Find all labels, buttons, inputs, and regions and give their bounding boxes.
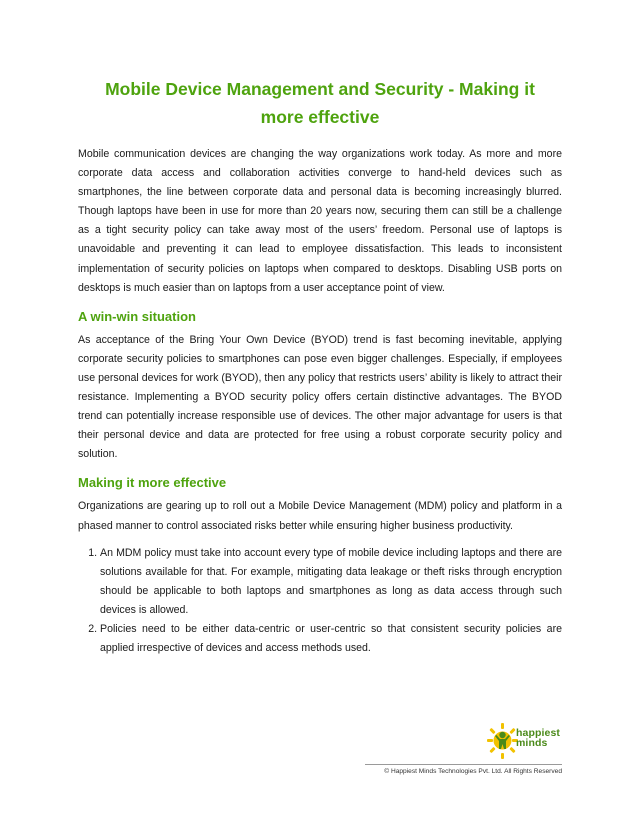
title-line-2: more effective	[260, 107, 380, 127]
intro-paragraph: Mobile communication devices are changing the way organizations work today. As more and more corporate data access and collaboration activities converge to hand-held devices such as smartphones, the line between corporate data and personal data is becoming increasingly blurred. Though laptops have been in use for more than 20 years now, securing them can still be a challenge as a tight security policy can take away most of the users’ freedom. Personal use of laptops is unavoidable and preventing it can lead to employee dissatisfaction. This leads to inconsistent implementation of security policies on laptops when compared to desktops. Disabling USB ports on desktops is much easier than on laptops from a user acceptance point of view.	[78, 148, 562, 294]
page-title	[78, 75, 562, 131]
list-item: 2. Policies need to be either data-centric or user-centric so that consistent security policies are applied irrespective of devices and access methods used.	[100, 620, 562, 658]
section-more-effective-paragraph: Organizations are gearing up to roll out a Mobile Device Management (MDM) policy and platform in a phased manner to control associated risks better while ensuring higher business productivity.	[78, 500, 562, 532]
document-page	[78, 0, 562, 658]
happiest-minds-logo	[486, 722, 566, 762]
logo-word-minds: minds	[516, 737, 548, 749]
recommendations-list	[78, 544, 562, 659]
footer-copyright: © Happiest Minds Technologies Pvt. Ltd. All Rights Reserved	[384, 768, 562, 775]
logo-wordmark	[516, 728, 560, 748]
section-heading-more-effective: Making it more effective	[78, 475, 227, 491]
section-win-win-paragraph: As acceptance of the Bring Your Own Device (BYOD) trend is fast becoming inevitable, applying corporate security policies to smartphones can pose even bigger challenges. Especially, if employees use personal devices for work (BYOD), then any policy that restricts users’ ability is likely to attract their resistance. Implementing a BYOD security policy offers certain distinctive advantages. The BYOD trend can potentially increase responsible use of devices. The other major advantage for users is that their personal device and data are protected for free using a robust corporate security policy and solution.	[78, 333, 562, 461]
title-line-1: Mobile Device Management and Security - Making it	[105, 79, 535, 99]
section-heading-win-win: A win-win situation	[78, 308, 196, 324]
logo-word-happiest: happiest	[516, 727, 560, 739]
list-item: 1. An MDM policy must take into account every type of mobile device including laptops and there are solutions available for that. For example, mitigating data leakage or theft risks through encryption should be applicable to both laptops and smartphones as long as data access through such devices is allowed.	[100, 544, 562, 620]
footer-divider	[365, 764, 562, 765]
happiest-minds-figure-icon	[486, 722, 520, 760]
